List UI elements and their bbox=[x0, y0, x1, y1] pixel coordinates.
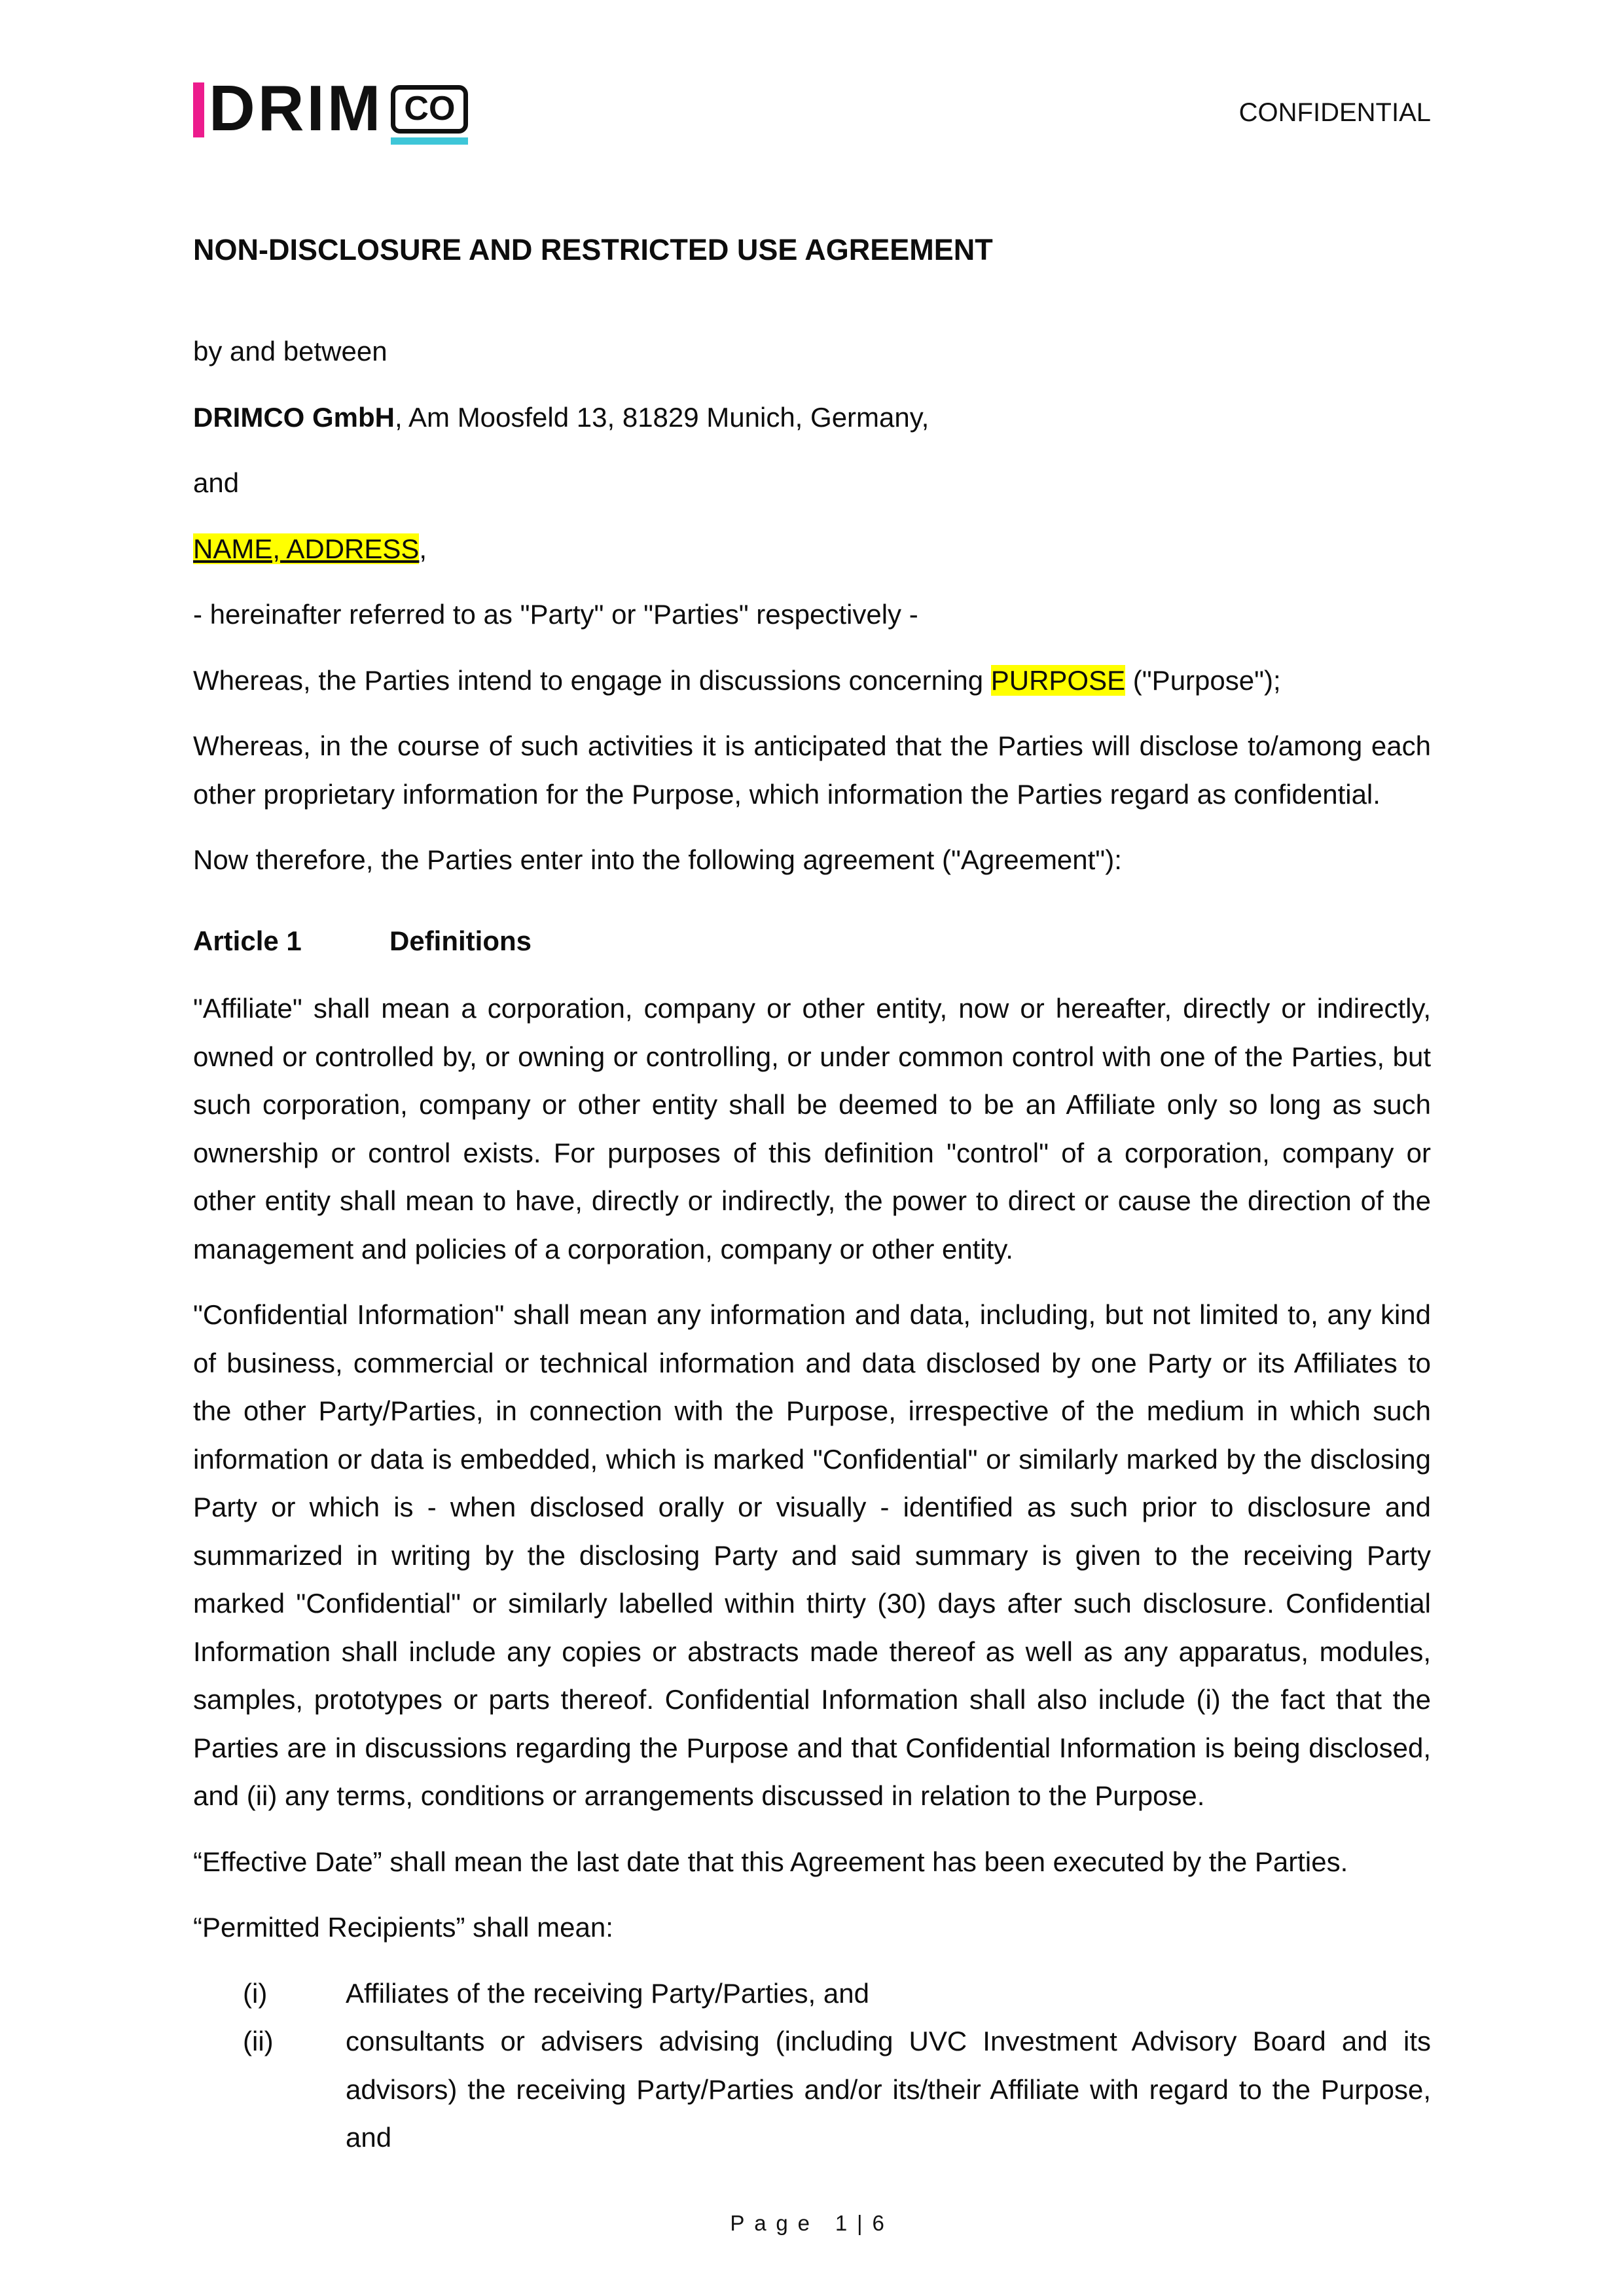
whereas-disclosure-paragraph: Whereas, in the course of such activities it is anticipated that the Parties will disclose to/among each other proprietary information for the Purpose, which information the Parties regard as confidential. bbox=[193, 730, 1431, 810]
party1-address: , Am Moosfeld 13, 81829 Munich, Germany, bbox=[395, 401, 929, 433]
party2-placeholder: NAME, ADDRESS bbox=[193, 533, 420, 564]
and-line: and bbox=[193, 467, 240, 498]
by-and-between-line: by and between bbox=[193, 336, 388, 367]
article1-heading bbox=[193, 917, 1431, 965]
article1-number: Article 1 bbox=[193, 925, 302, 956]
logo-co-text: CO bbox=[404, 90, 456, 128]
article1-title: Definitions bbox=[389, 925, 532, 956]
page-header bbox=[193, 72, 1431, 156]
whereas-purpose-line bbox=[193, 656, 1431, 705]
hereinafter-line: - hereinafter referred to as "Party" or "Parties" respectively - bbox=[193, 599, 918, 630]
party2-line bbox=[193, 525, 1431, 573]
now-therefore-line: Now therefore, the Parties enter into the following agreement ("Agreement"): bbox=[193, 844, 1122, 875]
whereas1-post: ("Purpose"); bbox=[1125, 664, 1281, 696]
confidential-information-definition-paragraph: "Confidential Information" shall mean any information and data, including, but not limited to, any kind of business, commercial or technical information and data disclosed by one Party or its Affiliates to the other Party/Parties, in connection with the Purpose, irrespective of the medium in which such information or data is embedded, which is marked "Confidential" or similarly marked by the disclosing Party or which is - when disclosed orally or visually - identified as such prior to disclosure and summarized in writing by the disclosing Party and said summary is given to the receiving Party marked "Confidential" or similarly labelled within thirty (30) days after such disclosure. Confidential Information shall include any copies or abstracts made thereof as well as any apparatus, modules, samples, prototypes or parts thereof. Confidential Information shall also include (i) the fact that the Parties are in discussions regarding the Purpose and that Confidential Information is being disclosed, and (ii) any terms, conditions or arrangements discussed in relation to the Purpose. bbox=[193, 1299, 1431, 1811]
purpose-placeholder: PURPOSE bbox=[990, 664, 1126, 696]
list-item-marker: (i) bbox=[243, 1977, 268, 2009]
list-item bbox=[193, 1969, 1431, 2018]
whereas1-pre: Whereas, the Parties intend to engage in discussions concerning bbox=[193, 664, 991, 696]
party2-suffix: , bbox=[419, 533, 427, 564]
effective-date-definition-paragraph: “Effective Date” shall mean the last date that this Agreement has been executed by the Parties. bbox=[193, 1846, 1348, 1877]
party1-name: DRIMCO GmbH bbox=[193, 401, 395, 433]
list-item-text: consultants or advisers advising (including UVC Investment Advisory Board and its advisors) the receiving Party/Parties and/or its/their Affiliate with regard to the Purpose, and bbox=[346, 2026, 1431, 2153]
affiliate-definition-paragraph: "Affiliate" shall mean a corporation, company or other entity, now or hereafter, directly or indirectly, owned or controlled by, or owning or controlling, or under common control with one of the Parties, but such corporation, company or other entity shall be deemed to be an Affiliate only so long as such ownership or control exists. For purposes of this definition "control" of a corporation, company or other entity shall mean to have, directly or indirectly, the power to direct or cause the direction of the management and policies of a corporation, company or other entity. bbox=[193, 993, 1431, 1265]
logo-wordmark: DRIM bbox=[209, 72, 384, 144]
permitted-recipients-lead-line: “Permitted Recipients” shall mean: bbox=[193, 1912, 613, 1943]
list-item bbox=[193, 2017, 1431, 2162]
party1-line bbox=[193, 393, 1431, 442]
page-number-footer: Page 1|6 bbox=[730, 2211, 894, 2235]
logo-underline-icon bbox=[391, 137, 468, 145]
list-item-text: Affiliates of the receiving Party/Parties, and bbox=[346, 1977, 869, 2009]
logo-co-badge bbox=[391, 85, 468, 134]
list-item-marker: (ii) bbox=[243, 2026, 274, 2056]
logo-accent-bar-icon bbox=[193, 82, 204, 137]
drimco-logo bbox=[193, 72, 468, 156]
permitted-recipients-list bbox=[193, 1969, 1431, 2162]
document-title: NON-DISCLOSURE AND RESTRICTED USE AGREEMENT bbox=[193, 233, 993, 266]
confidential-label: CONFIDENTIAL bbox=[1238, 98, 1431, 127]
